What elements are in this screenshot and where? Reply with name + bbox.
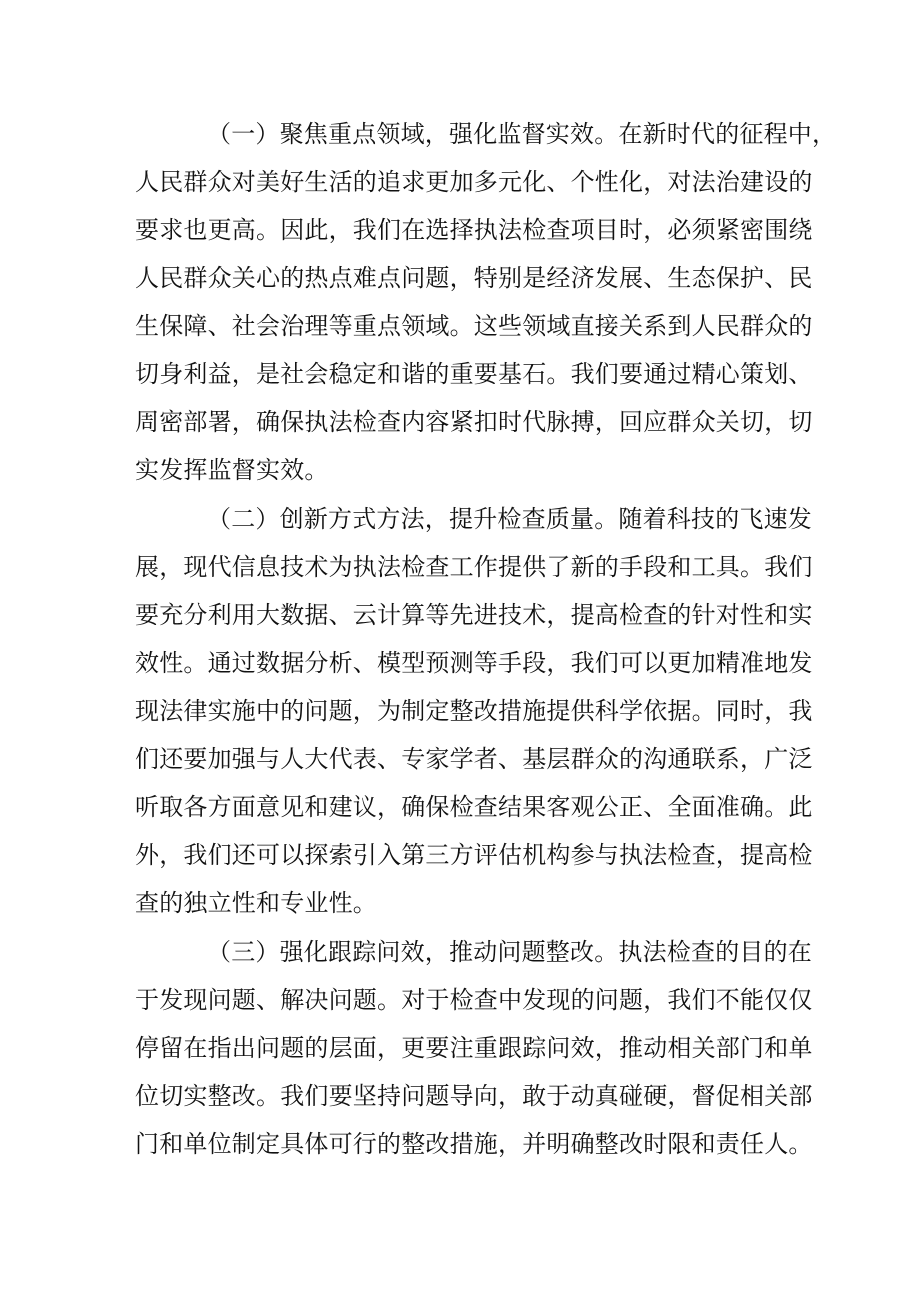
paragraph-3-line-1: （三）强化跟踪问效，推动问题整改。执法检查的目的在	[207, 938, 812, 966]
paragraph-3-line-5: 门和单位制定具体可行的整改措施，并明确整改时限和责任人。	[135, 1130, 813, 1158]
paragraph-2-line-5: 现法律实施中的问题，为制定整改措施提供科学依据。同时，我	[135, 697, 813, 725]
paragraph-1-line-8: 实发挥监督实效。	[135, 456, 329, 484]
paragraph-2-line-7: 听取各方面意见和建议，确保检查结果客观公正、全面准确。此	[135, 793, 813, 821]
paragraph-1-line-6: 切身利益，是社会稳定和谐的重要基石。我们要通过精心策划、	[135, 360, 813, 388]
paragraph-1-line-4: 人民群众关心的热点难点问题，特别是经济发展、生态保护、民	[135, 264, 813, 292]
paragraph-1-line-3: 要求也更高。因此，我们在选择执法检查项目时，必须紧密围绕	[135, 216, 813, 244]
paragraph-3-line-3: 停留在指出问题的层面，更要注重跟踪问效，推动相关部门和单	[135, 1034, 813, 1062]
paragraph-2-line-8: 外，我们还可以探索引入第三方评估机构参与执法检查，提高检	[135, 841, 813, 869]
paragraph-1-line-5: 生保障、社会治理等重点领域。这些领域直接关系到人民群众的	[135, 312, 813, 340]
paragraph-2-line-4: 效性。通过数据分析、模型预测等手段，我们可以更加精准地发	[135, 649, 813, 677]
paragraph-2-line-2: 展，现代信息技术为执法检查工作提供了新的手段和工具。我们	[135, 553, 813, 581]
paragraph-2-line-1: （二）创新方式方法，提升检查质量。随着科技的飞速发	[207, 505, 812, 533]
paragraph-1-line-2: 人民群众对美好生活的追求更加多元化、个性化，对法治建设的	[135, 168, 813, 196]
paragraph-2-line-3: 要充分利用大数据、云计算等先进技术，提高检查的针对性和实	[135, 601, 813, 629]
paragraph-2-line-9: 查的独立性和专业性。	[135, 889, 377, 917]
paragraph-2-line-6: 们还要加强与人大代表、专家学者、基层群众的沟通联系，广泛	[135, 745, 813, 773]
paragraph-1-line-7: 周密部署，确保执法检查内容紧扣时代脉搏，回应群众关切，切	[135, 408, 813, 436]
paragraph-3-line-4: 位切实整改。我们要坚持问题导向，敢于动真碰硬，督促相关部	[135, 1082, 813, 1110]
paragraph-3-line-2: 于发现问题、解决问题。对于检查中发现的问题，我们不能仅仅	[135, 986, 813, 1014]
paragraph-1-line-1: （一）聚焦重点领域，强化监督实效。在新时代的征程中，	[207, 120, 837, 148]
